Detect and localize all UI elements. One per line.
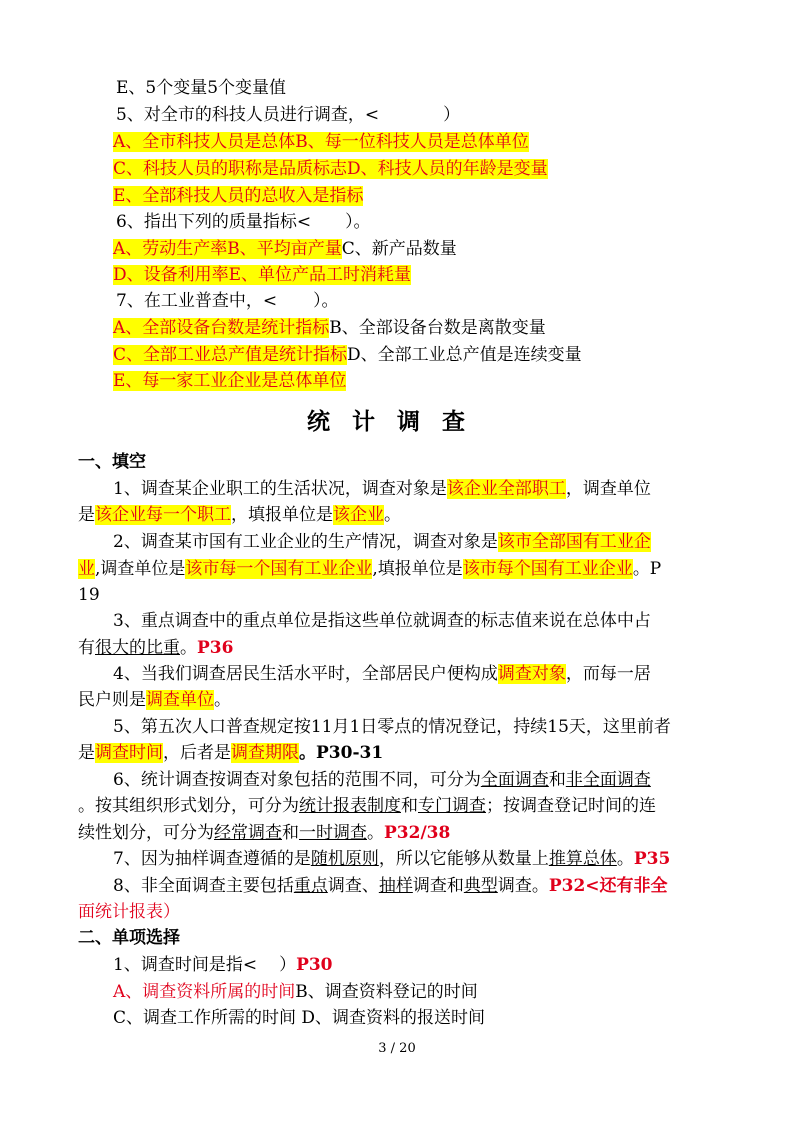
section-heading: 二、单项选择 bbox=[78, 928, 180, 948]
paragraph-line: 6、统计调查按调查对象包括的范围不同，可分为全面调查和非全面调查 bbox=[113, 770, 651, 790]
section-title: 统计调查 bbox=[307, 408, 487, 435]
question-5: 5、对全市的科技人员进行调查，< ） bbox=[116, 105, 461, 125]
answer-line: C、调查工作所需的时间 D、调查资料的报送时间 bbox=[113, 1008, 486, 1028]
question-1: 1、调查时间是指< ）P30 bbox=[113, 955, 333, 975]
paragraph-line: 2、调查某市国有工业企业的生产情况，调查对象是该市全部国有工业企 bbox=[113, 532, 651, 552]
answer-line: A、劳动生产率B、平均亩产量C、新产品数量 bbox=[113, 239, 457, 259]
answer-line: C、科技人员的职称是品质标志D、科技人员的年龄是变量 bbox=[113, 159, 548, 179]
page-number: 3 / 20 bbox=[378, 1041, 416, 1056]
paragraph-line: 是该企业每一个职工，填报单位是该企业。 bbox=[78, 505, 401, 525]
paragraph-line: 7、因为抽样调查遵循的是随机原则，所以它能够从数量上推算总体。P35 bbox=[113, 849, 671, 869]
answer-line: A、全市科技人员是总体B、每一位科技人员是总体单位 bbox=[113, 132, 529, 152]
paragraph-line: 3、重点调查中的重点单位是指这些单位就调查的标志值来说在总体中占 bbox=[113, 611, 651, 631]
paragraph-line: 5、第五次人口普查规定按11月1日零点的情况登记，持续15天，这里前者 bbox=[113, 717, 671, 737]
answer-line: E、全部科技人员的总收入是指标 bbox=[113, 186, 364, 206]
paragraph-line: 面统计报表） bbox=[78, 902, 180, 922]
question-7: 7、在工业普查中，< ）。 bbox=[116, 291, 339, 311]
paragraph-line: 有很大的比重。P36 bbox=[78, 638, 234, 658]
paragraph-line: 4、当我们调查居民生活水平时，全部居民户便构成调查对象，而每一居 bbox=[113, 664, 651, 684]
paragraph-line: 民户则是调查单位。 bbox=[78, 690, 231, 710]
paragraph-line: 8、非全面调查主要包括重点调查、抽样调查和典型调查。P32<还有非全 bbox=[113, 876, 668, 896]
option-line: E、5个变量5个变量值 bbox=[116, 78, 287, 98]
section-heading: 一、填空 bbox=[78, 452, 146, 472]
answer-line: D、设备利用率E、单位产品工时消耗量 bbox=[113, 265, 412, 285]
answer-line: A、全部设备台数是统计指标B、全部设备台数是离散变量 bbox=[113, 318, 546, 338]
paragraph-line: 。按其组织形式划分，可分为统计报表制度和专门调查；按调查登记时间的连 bbox=[78, 796, 656, 816]
paragraph-line: 1、调查某企业职工的生活状况，调查对象是该企业全部职工，调查单位 bbox=[113, 479, 651, 499]
question-6: 6、指出下列的质量指标< ）。 bbox=[116, 212, 371, 232]
paragraph-line: 业,调查单位是该市每一个国有工业企业,填报单位是该市每个国有工业企业。P bbox=[78, 559, 662, 579]
paragraph-line: 续性划分，可分为经常调查和一时调查。P32/38 bbox=[78, 823, 451, 843]
answer-line: A、调查资料所属的时间B、调查资料登记的时间 bbox=[113, 982, 478, 1002]
answer-line: E、每一家工业企业是总体单位 bbox=[113, 371, 347, 391]
answer-line: C、全部工业总产值是统计指标D、全部工业总产值是连续变量 bbox=[113, 345, 582, 365]
paragraph-line: 19 bbox=[78, 585, 100, 605]
paragraph-line: 是调查时间，后者是调查期限。P30-31 bbox=[78, 743, 384, 763]
